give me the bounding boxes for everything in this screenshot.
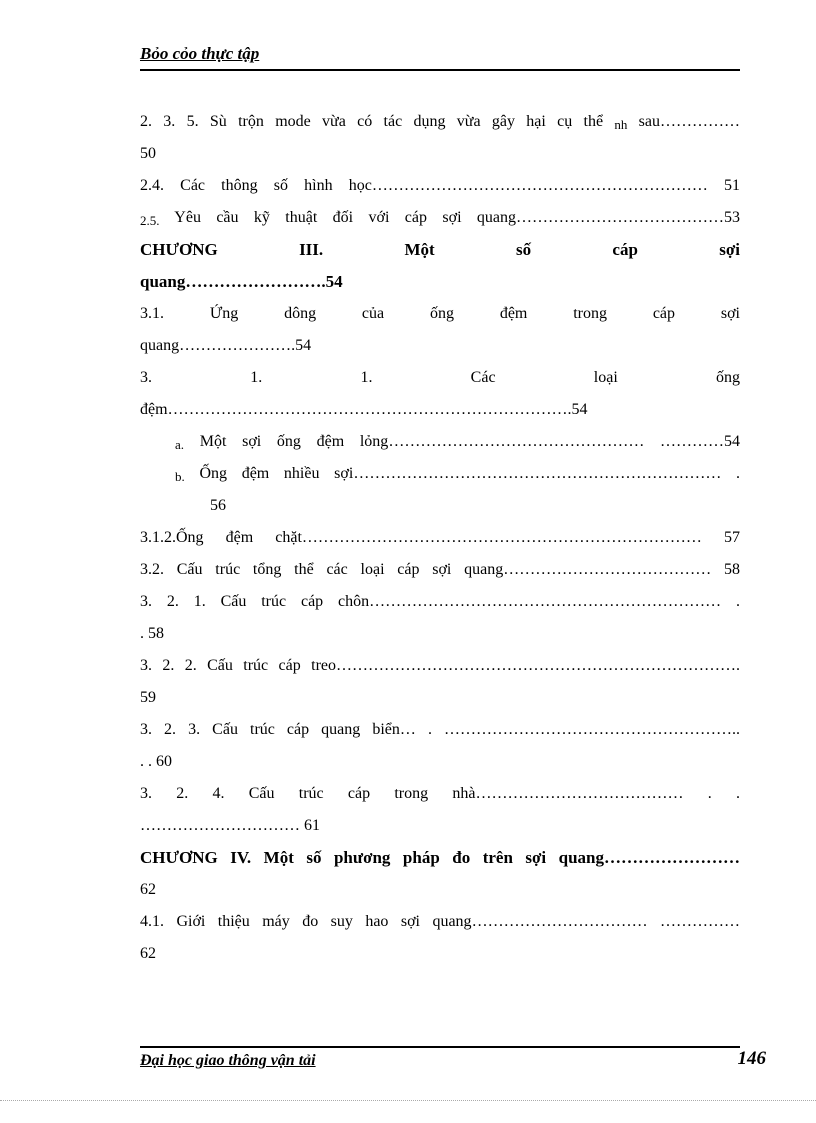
toc-text: 3. 1. 1. Các loại ống [140, 369, 740, 386]
toc-line [140, 394, 740, 426]
dot-leader: ………… [660, 433, 725, 450]
dot-leader: … [399, 721, 416, 738]
toc-line [140, 426, 740, 458]
toc-line [140, 106, 740, 138]
toc-line [140, 330, 740, 362]
toc-text: 3. 2. 4. Cấu trúc cáp trong nhà [140, 785, 476, 802]
toc-line [140, 554, 740, 586]
toc-text: 3.1.2.Ống đệm chặt [140, 529, 302, 546]
toc-text: 54 [724, 433, 740, 450]
dot-leader: ………………………………………………………… [369, 593, 722, 610]
toc-text: 59 [140, 689, 156, 706]
dot-leader: …………………… [604, 848, 740, 867]
dot-leader: …………………………… [471, 913, 648, 930]
toc-line [140, 682, 740, 714]
toc-line [140, 714, 740, 746]
toc-text: . . 60 [140, 753, 172, 770]
toc-item-marker: 2.5. [140, 213, 160, 228]
dot-leader: …………………… [185, 272, 322, 291]
dot-leader: …………… [660, 113, 740, 130]
dot-leader: ………………………… [140, 817, 300, 834]
toc-line [140, 650, 740, 682]
toc-text: . [721, 465, 740, 482]
toc-text: . [736, 657, 740, 674]
toc-line [140, 458, 740, 490]
dot-leader: …………… [660, 913, 740, 930]
toc-text: . [721, 593, 740, 610]
toc-line [140, 746, 740, 778]
dot-leader: ……………………………………………… [444, 721, 733, 738]
toc-text: 2.4. Các thông số hình học [140, 177, 372, 194]
toc-text: 3. 2. 2. Cấu trúc cáp treo [140, 657, 336, 674]
dot-leader: ………………………………………………………………… [167, 401, 568, 418]
toc-item-marker: b. [175, 469, 185, 484]
dot-leader: ………………………………………………………………… [336, 657, 736, 674]
toc-text: 3.2. Cấu trúc tổng thể các loại cáp sợi quang [140, 561, 504, 578]
toc-text: quang [140, 337, 180, 354]
toc-line [140, 266, 740, 298]
toc-text: Yêu cầu kỹ thuật đối với cáp sợi quang [159, 209, 516, 226]
toc-text [644, 433, 660, 450]
toc-item-marker: nh [614, 117, 628, 132]
dot-leader: …………………………………………………………… [353, 465, 722, 482]
dot-leader: ………………………………… [503, 561, 712, 578]
toc-text: 2. 3. 5. Sù trộn mode vừa có tác dụng vừa gây hại cụ thể [140, 113, 615, 130]
toc-line [140, 938, 740, 970]
toc-text: CHƯƠNG III. Một số cáp sợi [140, 240, 740, 259]
toc-text: . [415, 721, 445, 738]
dot-leader: ………………………………… [475, 785, 684, 802]
toc-line [140, 778, 740, 810]
toc-line [140, 234, 740, 266]
toc-text [648, 913, 660, 930]
toc-text: 3. 2. 1. Cấu trúc cáp chôn [140, 593, 370, 610]
toc-line [140, 906, 740, 938]
table-of-contents [140, 106, 740, 970]
toc-text: 58 [711, 561, 740, 578]
toc-text: 51 [707, 177, 740, 194]
toc-text: . . [683, 785, 740, 802]
toc-text: 57 [701, 529, 740, 546]
toc-text: 50 [140, 145, 156, 162]
header-title: Bỏo cỏo thực tập [140, 44, 260, 63]
toc-text: 3. 2. 3. Cấu trúc cáp quang biển [140, 721, 400, 738]
toc-text: CHƯƠNG IV. Một số phương pháp đo trên sợi quang [140, 848, 604, 867]
toc-text: Ống đệm nhiều sợi [184, 465, 354, 482]
toc-text: Một sợi ống đệm lỏng [184, 433, 389, 450]
toc-text: .. [732, 721, 740, 738]
toc-text: đệm [140, 401, 168, 418]
toc-text: 56 [210, 497, 226, 514]
toc-text: . 58 [140, 625, 164, 642]
dot-leader: ………………………………… [516, 209, 724, 226]
toc-text: .54 [321, 272, 343, 291]
toc-line [140, 586, 740, 618]
toc-line [140, 298, 740, 330]
toc-text: 53 [724, 209, 740, 226]
toc-text: 62 [140, 945, 156, 962]
toc-text: 61 [300, 817, 320, 834]
dot-leader: ………………………………………………………………… [301, 529, 702, 546]
toc-text: 4.1. Giới thiệu máy đo suy hao sợi quang [140, 913, 472, 930]
page-bottom-guide [0, 1100, 816, 1101]
page-header [140, 44, 740, 71]
toc-line [140, 170, 740, 202]
dot-leader: ………………………………………… [388, 433, 645, 450]
toc-line [140, 618, 740, 650]
toc-line [140, 874, 740, 906]
dot-leader: ………………… [179, 337, 292, 354]
toc-line [140, 202, 740, 234]
toc-line [140, 842, 740, 874]
toc-text: .54 [291, 337, 312, 354]
toc-text: 62 [140, 881, 156, 898]
page-footer [140, 1046, 766, 1070]
footer-institution: Đại học giao thông vận tải [140, 1052, 316, 1069]
toc-text: quang [140, 272, 186, 291]
toc-text: sau [627, 113, 661, 130]
dot-leader: ……………………………………………………… [371, 177, 708, 194]
toc-item-marker: a. [175, 437, 185, 452]
toc-line [140, 810, 740, 842]
toc-text: .54 [567, 401, 588, 418]
page-number: 146 [737, 1048, 766, 1069]
toc-line [140, 362, 740, 394]
toc-line [140, 522, 740, 554]
toc-line [140, 138, 740, 170]
toc-line [140, 490, 740, 522]
toc-text: 3.1. Ứng dông của ống đệm trong cáp sợi [140, 305, 740, 322]
